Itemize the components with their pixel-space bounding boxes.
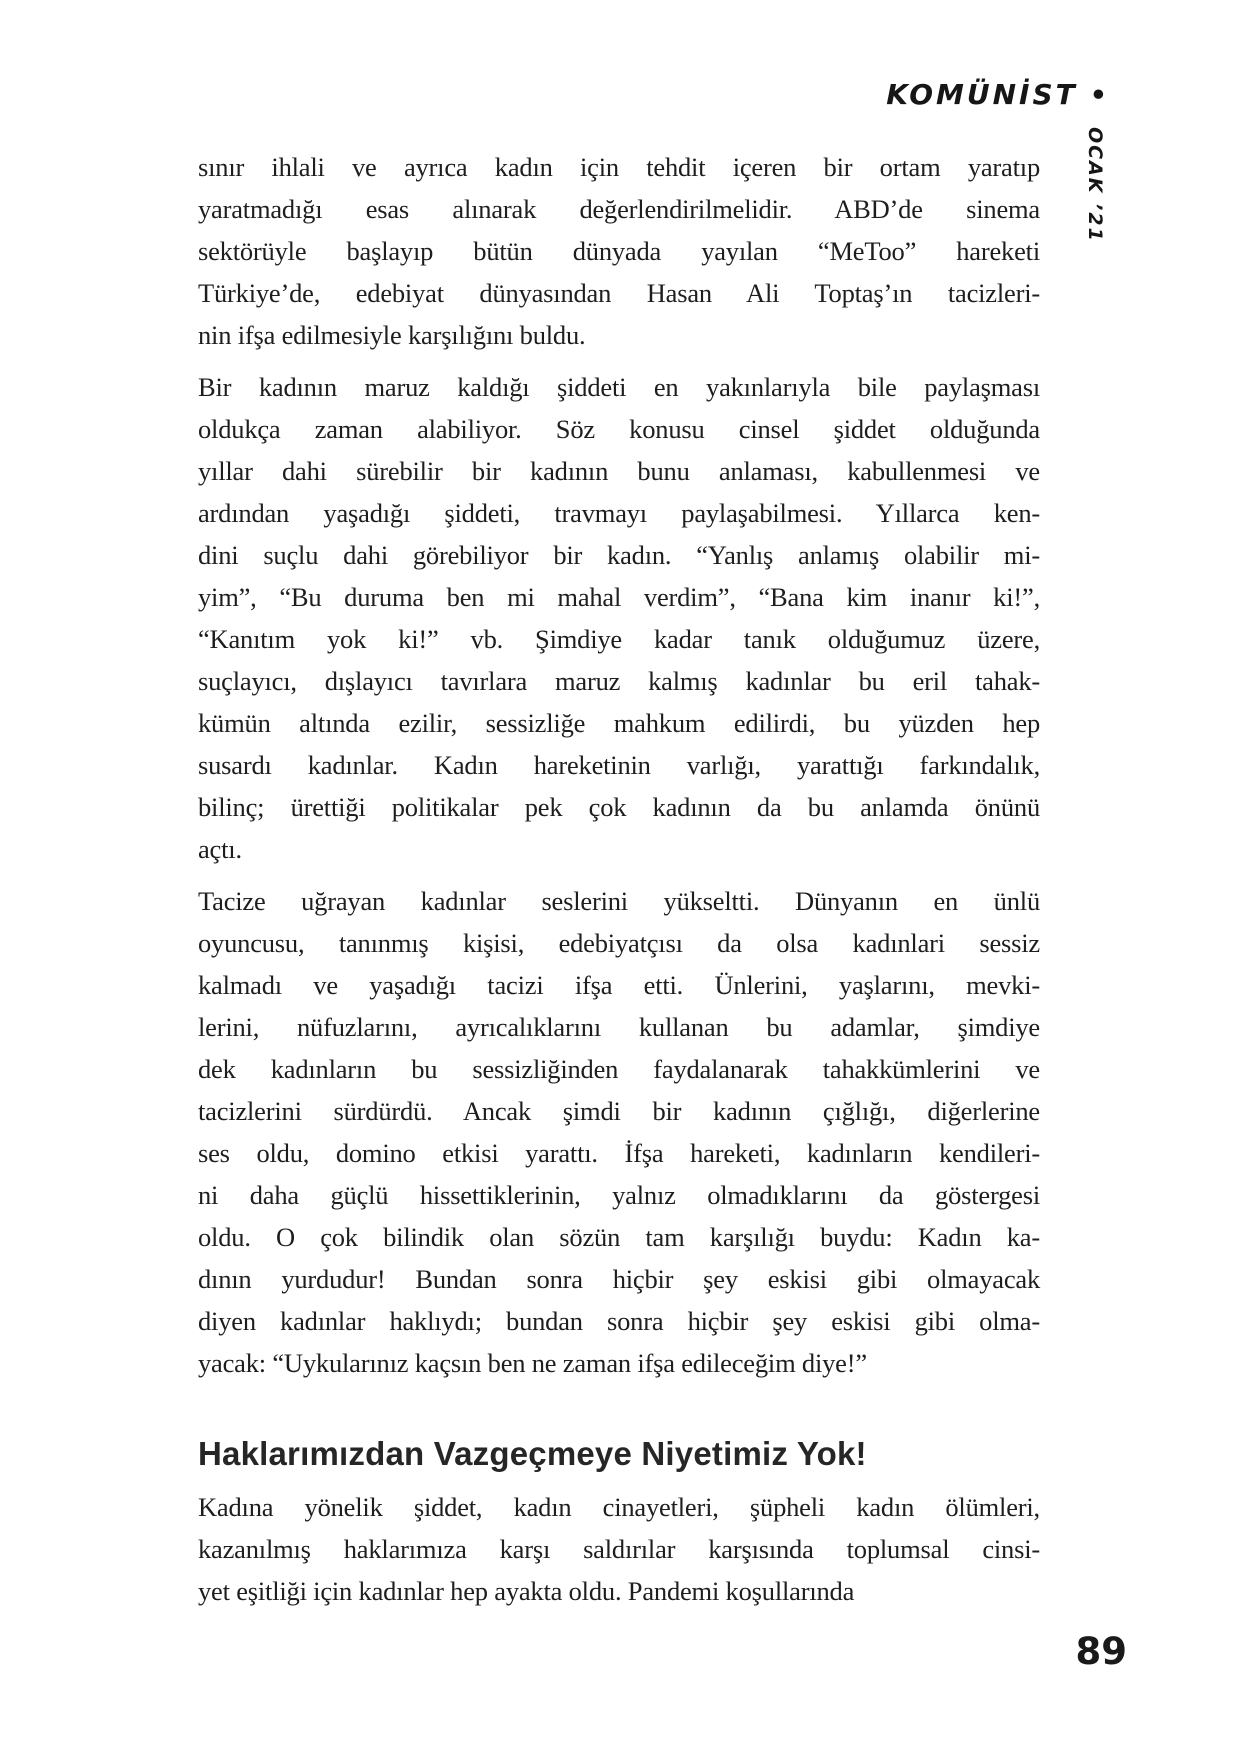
body-line: kalmadı ve yaşadığı tacizi ifşa etti. Ünlerini, yaşlarını, mevki- <box>198 970 1040 1000</box>
body-line: “Kanıtım yok ki!” vb. Şimdiye kadar tanık olduğumuz üzere, <box>198 624 1040 654</box>
body-line: Kadına yönelik şiddet, kadın cinayetleri, şüpheli kadın ölümleri, <box>198 1492 1040 1522</box>
body-line: nin ifşa edilmesiyle karşılığını buldu. <box>198 320 586 350</box>
body-line: susardı kadınlar. Kadın hareketinin varlığı, yarattığı farkındalık, <box>198 750 1040 780</box>
paragraph <box>198 1486 1040 1612</box>
body-line: suçlayıcı, dışlayıcı tavırlara maruz kalmış kadınlar bu eril tahak- <box>198 666 1040 696</box>
body-line: sınır ihlali ve ayrıca kadın için tehdit içeren bir ortam yaratıp <box>198 152 1040 182</box>
body-line: açtı. <box>198 834 242 864</box>
body-line: Tacize uğrayan kadınlar seslerini yükseltti. Dünyanın en ünlü <box>198 886 1040 916</box>
page-number: 89 <box>1075 1630 1127 1673</box>
body-line: yacak: “Uykularınız kaçsın ben ne zaman ifşa edileceğim diye!” <box>198 1348 867 1378</box>
body-line: lerini, nüfuzlarını, ayrıcalıklarını kullanan bu adamlar, şimdiye <box>198 1012 1040 1042</box>
body-line: kümün altında ezilir, sessizliğe mahkum edilirdi, bu yüzden hep <box>198 708 1040 738</box>
body-line: tacizlerini sürdürdü. Ancak şimdi bir kadının çığlığı, diğerlerine <box>198 1096 1040 1126</box>
body-line: yaratmadığı esas alınarak değerlendirilmelidir. ABD’de sinema <box>198 194 1040 224</box>
paragraph <box>198 880 1040 1384</box>
body-line: ardından yaşadığı şiddeti, travmayı paylaşabilmesi. Yıllarca ken- <box>198 498 1040 528</box>
body-line: oyuncusu, tanınmış kişisi, edebiyatçısı da olsa kadınlari sessiz <box>198 928 1040 958</box>
body-line: Türkiye’de, edebiyat dünyasından Hasan Ali Toptaş’ın tacizleri- <box>198 278 1040 308</box>
header-bullet-icon: • <box>1089 80 1107 111</box>
running-head <box>886 80 1107 111</box>
body-line: ni daha güçlü hissettiklerinin, yalnız olmadıklarını da göstergesi <box>198 1180 1040 1210</box>
body-line: dini suçlu dahi görebiliyor bir kadın. “Yanlış anlamış olabilir mi- <box>198 540 1040 570</box>
body-line: yıllar dahi sürebilir bir kadının bunu anlaması, kabullenmesi ve <box>198 456 1040 486</box>
body-line: dek kadınların bu sessizliğinden faydalanarak tahakkümlerini ve <box>198 1054 1040 1084</box>
magazine-title: KOMÜNİST <box>886 78 1078 111</box>
body-line: bilinç; ürettiği politikalar pek çok kadının da bu anlamda önünü <box>198 792 1040 822</box>
article-body <box>198 146 1040 1612</box>
body-line: oldukça zaman alabiliyor. Söz konusu cinsel şiddet olduğunda <box>198 414 1040 444</box>
body-line: oldu. O çok bilindik olan sözün tam karşılığı buydu: Kadın ka- <box>198 1222 1040 1252</box>
paragraph <box>198 366 1040 870</box>
body-line: yim”, “Bu duruma ben mi mahal verdim”, “Bana kim inanır ki!”, <box>198 582 1040 612</box>
section-heading: Haklarımızdan Vazgeçmeye Niyetimiz Yok! <box>198 1435 867 1472</box>
body-line: ses oldu, domino etkisi yarattı. İfşa hareketi, kadınların kendileri- <box>198 1138 1040 1168</box>
issue-date-vertical: OCAK ’21 <box>1084 127 1106 243</box>
body-line: dının yurdudur! Bundan sonra hiçbir şey eskisi gibi olmayacak <box>198 1264 1040 1294</box>
body-line: yet eşitliği için kadınlar hep ayakta oldu. Pandemi koşullarında <box>198 1576 855 1606</box>
body-line: diyen kadınlar haklıydı; bundan sonra hiçbir şey eskisi gibi olma- <box>198 1306 1040 1336</box>
body-line: sektörüyle başlayıp bütün dünyada yayılan “MeToo” hareketi <box>198 236 1040 266</box>
paragraph <box>198 146 1040 356</box>
body-line: Bir kadının maruz kaldığı şiddeti en yakınlarıyla bile paylaşması <box>198 372 1040 402</box>
body-line: kazanılmış haklarımıza karşı saldırılar karşısında toplumsal cinsi- <box>198 1534 1040 1564</box>
